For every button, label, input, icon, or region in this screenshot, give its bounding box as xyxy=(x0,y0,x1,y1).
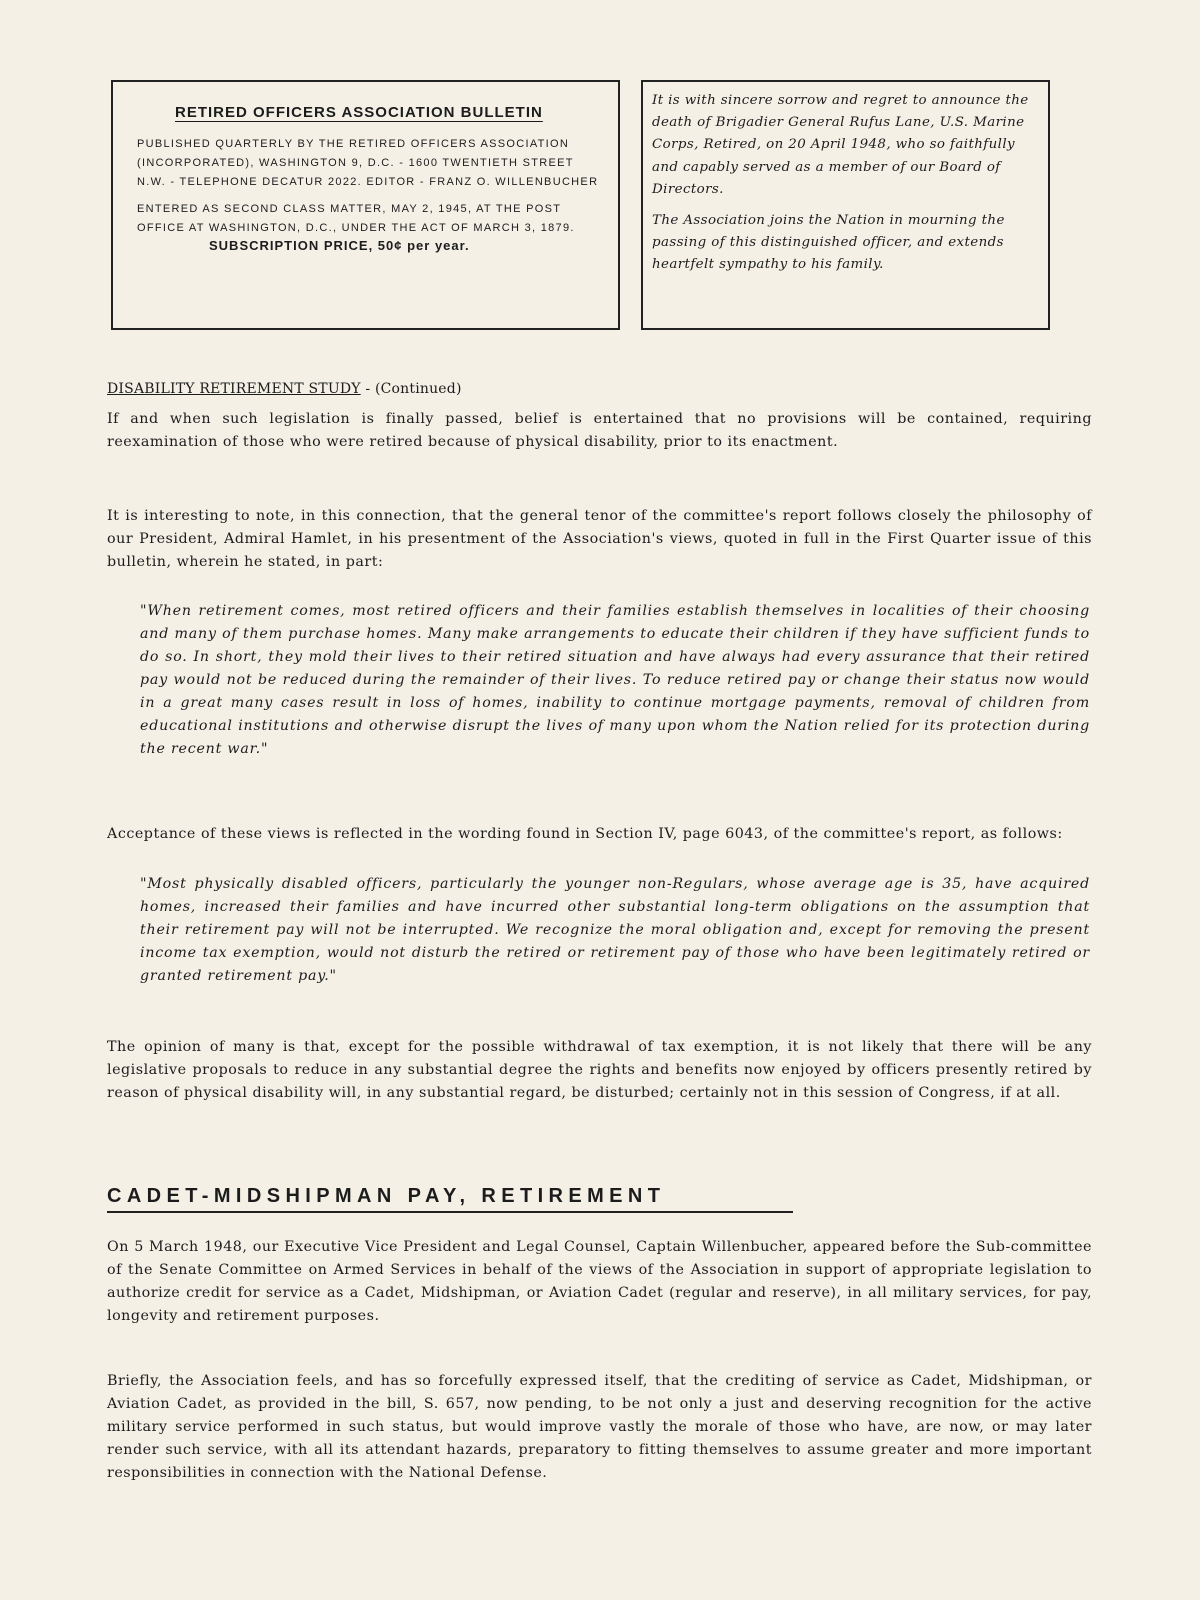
death-notice-box xyxy=(641,80,1050,330)
cadet-midshipman-heading: CADET-MIDSHIPMAN PAY, RETIREMENT xyxy=(107,1185,793,1213)
admiral-hamlet-quote: "When retirement comes, most retired officers and their families establish themselves in localities of their choosing and many of them purchase homes. Many make arrangements to educate their children if they have sufficient funds to do so. In short, they mold their lives to their retired situation and have always had every assurance that their retired pay would not be reduced during the remainder of their lives. To reduce retired pay or change their status now would in a great many cases result in loss of homes, inability to continue mortgage payments, removal of children from educational institutions and otherwise disrupt the lives of many upon whom the Nation relied for its protection during the recent war." xyxy=(140,603,1090,757)
committee-report-quote: "Most physically disabled officers, particularly the younger non-Regulars, whose average age is 35, have acquired homes, increased their families and have incurred other substantial long-term obligations on the assumption that their retirement pay will not be interrupted. We recognize the moral obligation and, except for removing the present income tax exemption, would not disturb the retired or retirement pay of those who have been legitimately retired or granted retirement pay." xyxy=(140,876,1090,984)
disability-study-title-suffix: - (Continued) xyxy=(365,381,462,397)
disability-study-title-text: DISABILITY RETIREMENT STUDY xyxy=(107,381,361,397)
disability-study-title xyxy=(107,381,462,397)
cadet-paragraph-1: On 5 March 1948, our Executive Vice President and Legal Counsel, Captain Willenbucher, appeared before the Sub-committee of the Senate Committee on Armed Services in behalf of the views of the Association in support of appropriate legislation to authorize credit for service as a Cadet, Midshipman, or Aviation Cadet (regular and reserve), in all military services, for pay, longevity and retirement purposes. xyxy=(107,1239,1092,1324)
masthead-publisher-line: PUBLISHED QUARTERLY BY THE RETIRED OFFICERS ASSOCIATION (INCORPORATED), WASHINGTON 9, D.C. - 1600 TWENTIETH STREET N.W. - TELEPHONE DECATUR 2022. EDITOR - FRANZ O. WILLENBUCHER xyxy=(137,138,599,188)
masthead-title: RETIRED OFFICERS ASSOCIATION BULLETIN xyxy=(175,104,543,121)
condolence-message: The Association joins the Nation in mourning the passing of this distinguished officer, and extends heartfelt sympathy to his family. xyxy=(652,213,1005,273)
disability-paragraph-4: The opinion of many is that, except for the possible withdrawal of tax exemption, it is not likely that there will be any legislative proposals to reduce in any substantial degree the rights and benefits now enjoyed by officers presently retired by reason of physical disability will, in any substantial regard, be disturbed; certainly not in this session of Congress, if at all. xyxy=(107,1039,1092,1101)
cadet-paragraph-2: Briefly, the Association feels, and has so forcefully expressed itself, that the crediting of service as Cadet, Midshipman, or Aviation Cadet, as provided in the bill, S. 657, now pending, to be not only a just and deserving recognition for the active military service performed in such status, but would improve vastly the morale of those who have, are now, or may later render such service, with all its attendant hazards, preparatory to fitting themselves to assume greater and more important responsibilities in connection with the National Defense. xyxy=(107,1373,1092,1481)
death-announcement: It is with sincere sorrow and regret to announce the death of Brigadier General Rufus Lane, U.S. Marine Corps, Retired, on 20 April 1948, who so faithfully and capably served as a member of our Board of Directors. xyxy=(652,93,1029,197)
masthead-entry-line: ENTERED AS SECOND CLASS MATTER, MAY 2, 1945, AT THE POST OFFICE AT WASHINGTON, D.C., UNDER THE ACT OF MARCH 3, 1879. xyxy=(137,203,575,234)
disability-paragraph-2: It is interesting to note, in this connection, that the general tenor of the committee's report follows closely the philosophy of our President, Admiral Hamlet, in his presentment of the Association's views, quoted in full in the First Quarter issue of this bulletin, wherein he stated, in part: xyxy=(107,508,1092,570)
masthead-box xyxy=(111,80,620,330)
subscription-price: SUBSCRIPTION PRICE, 50¢ per year. xyxy=(209,238,470,253)
disability-paragraph-1: If and when such legislation is finally passed, belief is entertained that no provisions will be contained, requiring reexamination of those who were retired because of physical disability, prior to its enactment. xyxy=(107,411,1092,450)
disability-paragraph-3: Acceptance of these views is reflected in the wording found in Section IV, page 6043, of the committee's report, as follows: xyxy=(107,826,1063,842)
